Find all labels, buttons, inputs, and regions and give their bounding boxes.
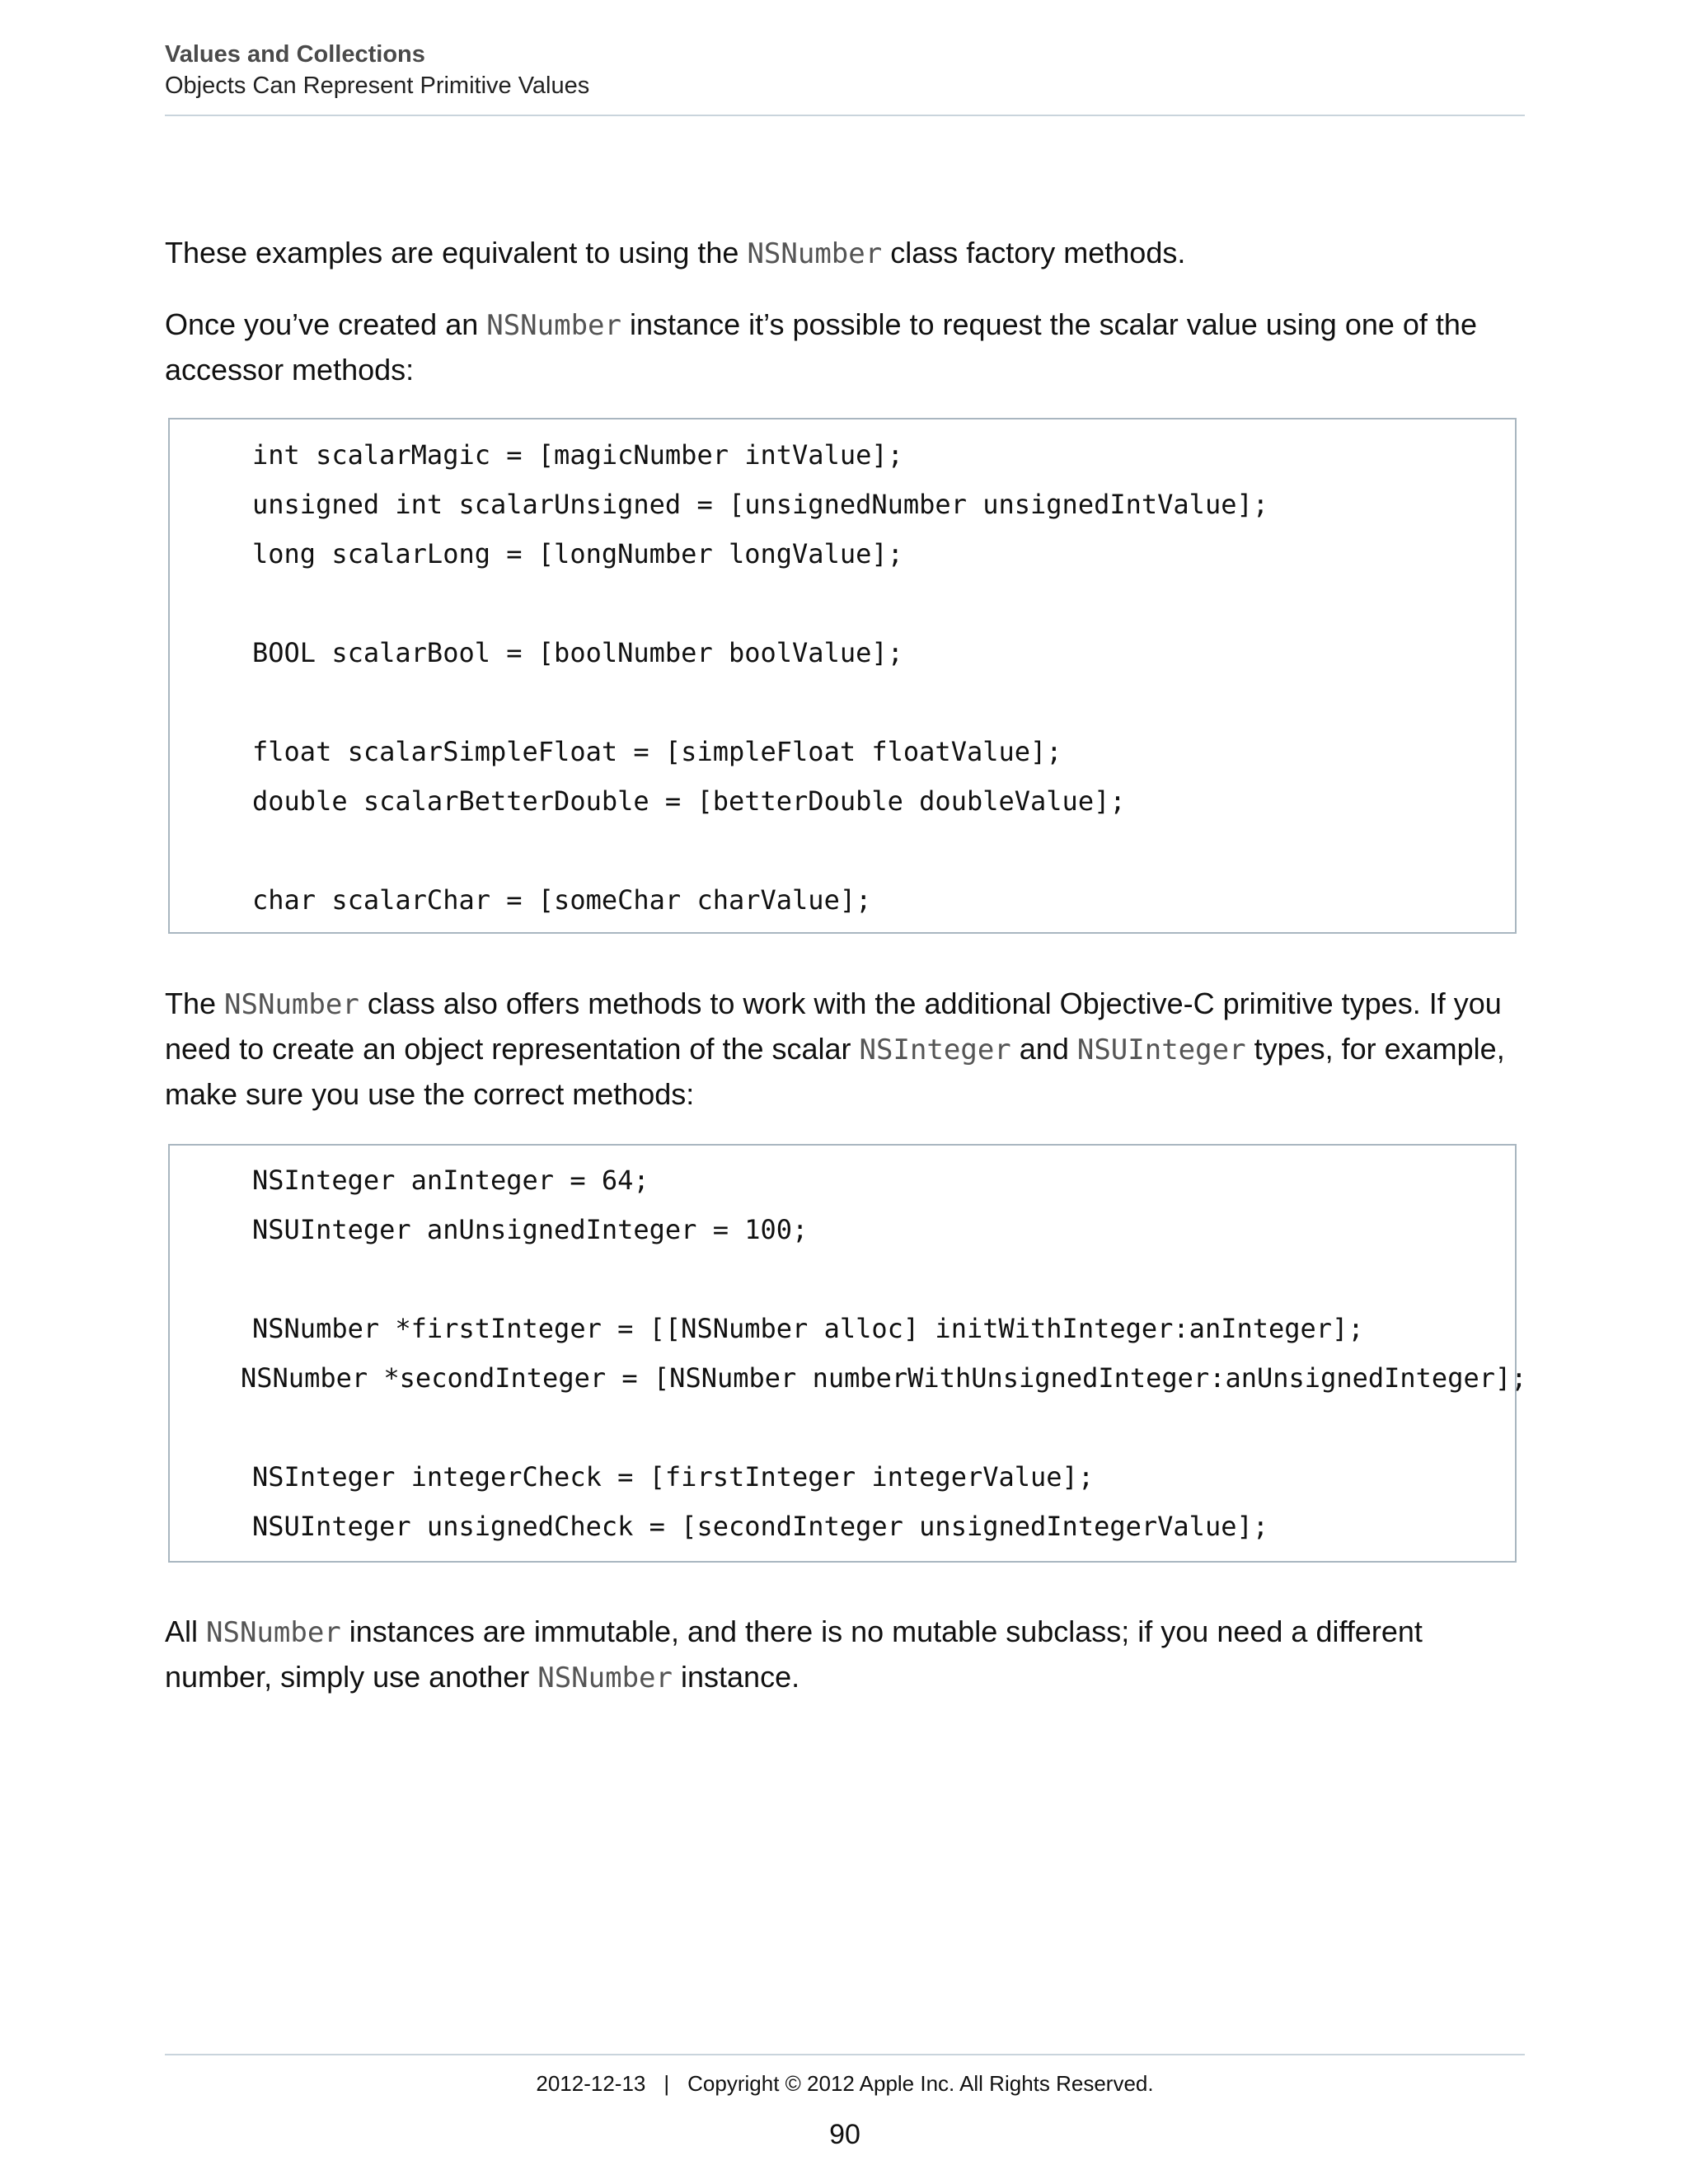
footer-separator: | [663,2071,670,2096]
code-line: unsigned int scalarUnsigned = [unsignedNumber unsignedIntValue]; [252,489,1268,520]
code-line: double scalarBetterDouble = [betterDouble doubleValue]; [252,785,1126,817]
page-number: 90 [829,2119,860,2150]
inline-code-nsnumber: NSNumber [206,1616,341,1649]
inline-code-nsnumber: NSNumber [747,237,883,270]
inline-code-nsnumber: NSNumber [224,988,359,1021]
paragraph-1-text-2: class factory methods. [882,236,1186,269]
code-line: NSUInteger anUnsignedInteger = 100; [252,1214,809,1245]
footer-copyright: Copyright © 2012 Apple Inc. All Rights Reserved. [687,2071,1154,2096]
code-line: NSNumber *firstInteger = [[NSNumber alloc] initWithInteger:anInteger]; [252,1313,1364,1344]
paragraph-3 [165,982,1525,1117]
paragraph-2-text-2: instance it’s possible to request the scalar value using one of the accessor methods: [165,307,1477,387]
code-line: NSInteger integerCheck = [firstInteger integerValue]; [252,1461,1095,1493]
paragraph-3-text-3: and [1010,1032,1077,1066]
paragraph-2 [165,302,1525,392]
paragraph-4-text-2: instances are immutable, and there is no mutable subclass; if you need a different number, simply use another [165,1615,1423,1694]
code-line: int scalarMagic = [magicNumber intValue]; [252,439,903,471]
chapter-title: Values and Collections [165,41,425,68]
code-block-accessors [168,418,1517,934]
code-line: long scalarLong = [longNumber longValue]; [252,538,903,569]
header-divider [165,115,1525,116]
code-line: NSUInteger unsignedCheck = [secondInteger unsignedIntegerValue]; [252,1511,1268,1542]
section-title: Objects Can Represent Primitive Values [165,73,590,99]
paragraph-4-text-1: All [165,1615,207,1648]
inline-code-nsuinteger: NSUInteger [1076,1033,1246,1066]
code-line: NSNumber *secondInteger = [NSNumber numberWithUnsignedInteger:anUnsignedInteger]; [241,1362,1527,1394]
paragraph-3-text-2: class also offers methods to work with the additional Objective-C primitive types. If you need to create an object representation of the scalar [165,987,1502,1066]
inline-code-nsinteger: NSInteger [859,1033,1011,1066]
code-line: float scalarSimpleFloat = [simpleFloat floatValue]; [252,736,1062,767]
paragraph-3-text-1: The [165,987,225,1020]
code-line: BOOL scalarBool = [boolNumber boolValue]; [252,637,903,668]
code-line: NSInteger anInteger = 64; [252,1165,649,1196]
code-block-integers [168,1144,1527,1563]
footer [165,2067,1525,2100]
inline-code-nsnumber: NSNumber [486,309,621,342]
code-line: char scalarChar = [someChar charValue]; [252,884,872,916]
footer-divider [165,2054,1525,2055]
paragraph-1 [165,231,1525,276]
paragraph-1-text-1: These examples are equivalent to using the [165,236,748,269]
inline-code-nsnumber: NSNumber [537,1661,673,1694]
paragraph-4 [165,1610,1525,1700]
footer-date: 2012-12-13 [536,2071,646,2096]
paragraph-2-text-1: Once you’ve created an [165,307,487,341]
paragraph-4-text-3: instance. [673,1660,800,1694]
paragraph-3-text-4: types, for example, make sure you use the correct methods: [165,1032,1505,1111]
page-header [165,40,1525,102]
